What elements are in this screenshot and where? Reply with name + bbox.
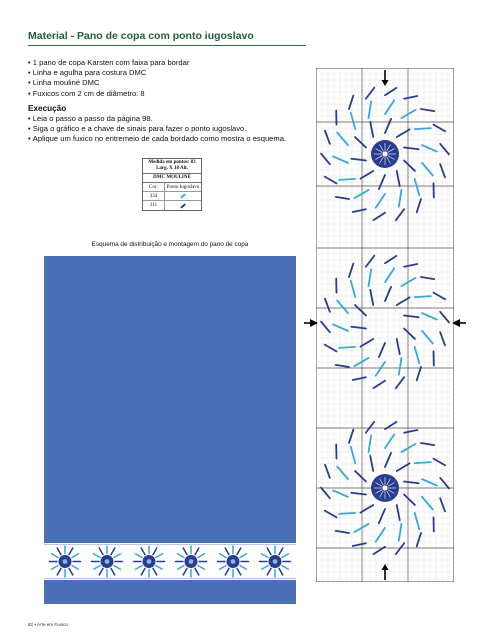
key-brand: DMC MOULINÉ bbox=[143, 174, 201, 183]
key-measure: Medida em pontos: 83 Larg. X 18 Alt. bbox=[143, 159, 201, 174]
band-fuxico-center bbox=[147, 559, 152, 564]
chart-stitch bbox=[339, 513, 355, 514]
chart-fuxico-center bbox=[383, 152, 388, 157]
diagram-caption: Esquema de distribuição e montagem do pano de copa bbox=[91, 241, 249, 248]
key-code: 334 bbox=[143, 192, 165, 200]
step-item: • Leia o passo a passo da página 98. bbox=[28, 114, 286, 124]
chart-stitch bbox=[415, 296, 431, 297]
key-col-color: Cor: bbox=[143, 183, 165, 191]
chart-stitch bbox=[339, 347, 355, 348]
chart-stitch bbox=[415, 462, 431, 463]
band-fabric bbox=[44, 543, 296, 580]
chart-stitch bbox=[415, 128, 431, 129]
key-row bbox=[143, 201, 201, 210]
material-item: • Linha mouliné DMC bbox=[28, 78, 189, 88]
band-fuxico-center bbox=[189, 559, 194, 564]
stitch-swatch-light bbox=[180, 193, 186, 198]
color-key-table bbox=[142, 158, 202, 211]
materials-list bbox=[28, 58, 189, 99]
key-col-stitch: Ponto Iugoslavo bbox=[166, 184, 200, 190]
stitch-swatch-dark bbox=[180, 203, 186, 208]
page-title: Material - Pano de copa com ponto iugoslavo bbox=[28, 30, 254, 42]
material-item: • 1 pano de copa Karsten com faixa para bordar bbox=[28, 58, 189, 68]
key-header-row bbox=[143, 183, 201, 192]
material-item: • Linha e agulha para costura DMC bbox=[28, 68, 189, 78]
band-fuxico-center bbox=[273, 559, 278, 564]
step-item: • Siga o gráfico e a chave de sinais para fazer o ponto iugoslavo. bbox=[28, 124, 286, 134]
band-fuxico-center bbox=[63, 559, 68, 564]
step-item: • Aplique um fuxico no entremeio de cada bordado como mostra o esquema. bbox=[28, 134, 286, 144]
chart-fuxico-center bbox=[383, 486, 388, 491]
title-divider bbox=[28, 45, 306, 46]
band-fuxico-center bbox=[105, 559, 110, 564]
material-item: • Fuxicos com 2 cm de diâmetro: 8 bbox=[28, 89, 189, 99]
embroidered-band bbox=[44, 543, 296, 580]
chart-stitch bbox=[339, 179, 355, 180]
key-code: 311 bbox=[143, 201, 165, 210]
execution-heading: Execução bbox=[28, 104, 67, 113]
band-fuxico-center bbox=[231, 559, 236, 564]
execution-steps bbox=[28, 114, 286, 145]
key-row bbox=[143, 192, 201, 201]
page-footer: 82 • Arte em Fuxico bbox=[28, 622, 68, 627]
stitch-chart bbox=[316, 68, 454, 582]
